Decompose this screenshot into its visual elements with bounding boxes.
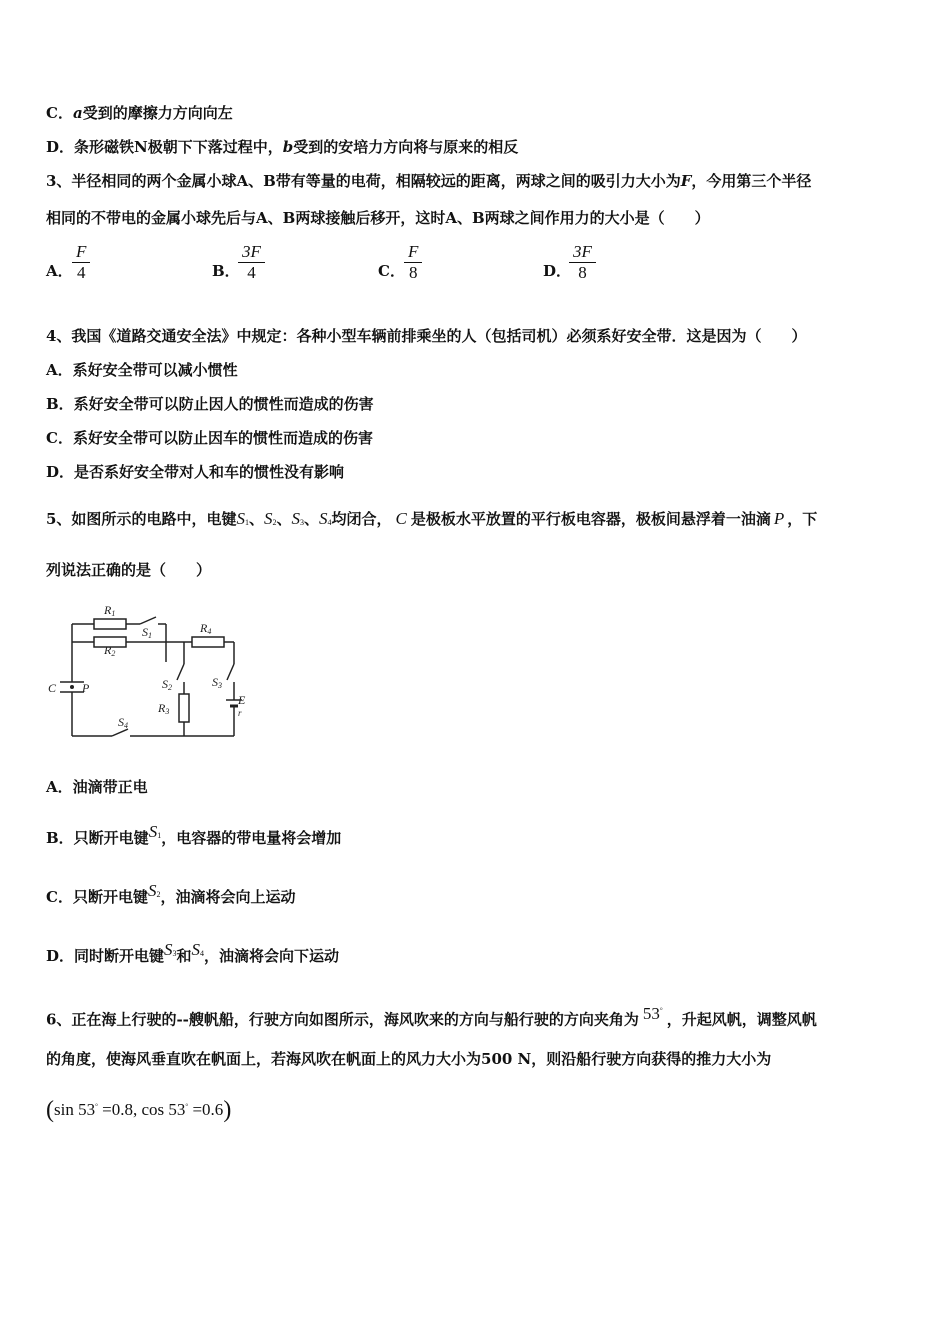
q4-option-c: C．系好安全带可以防止因车的惯性而造成的伤害 — [46, 429, 373, 447]
svg-text:S3: S3 — [212, 675, 222, 690]
question-3-line2: 相同的不带电的金属小球先后与A、B两球接触后移开，这时A、B两球之间作用力的大小是（ ） — [46, 209, 710, 227]
separator: 、 — [303, 510, 319, 528]
text: 5、如图所示的电路中，电键 — [46, 510, 237, 528]
denominator: 8 — [408, 263, 418, 282]
denominator: 8 — [578, 263, 587, 282]
q4-option-b: B．系好安全带可以防止因人的惯性而造成的伤害 — [46, 395, 374, 413]
svg-text:R4: R4 — [200, 621, 212, 636]
switch-s2: S2 — [147, 881, 161, 900]
svg-text:E: E — [238, 693, 246, 707]
text: 是极板水平放置的平行板电容器，极板间悬浮着一油滴 — [410, 510, 771, 528]
switch-s3: S3 — [164, 940, 177, 959]
q5-option-b — [46, 822, 910, 848]
text: 3、半径相同的两个金属小球A、B带有等量的电荷，相隔较远的距离，两球之间的吸引力大小为 — [46, 172, 681, 190]
option-d-q2 — [46, 137, 910, 157]
text: D．同时断开电键 — [46, 947, 165, 965]
option-label: D． — [543, 262, 572, 280]
fraction — [72, 242, 90, 283]
svg-text:P: P — [82, 681, 90, 695]
svg-text:S4: S4 — [118, 715, 128, 730]
right-paren: ) — [223, 1097, 232, 1123]
var-f: F — [680, 172, 692, 190]
q5-option-a: A．油滴带正电 — [46, 778, 148, 796]
q4-option-d: D．是否系好安全带对人和车的惯性没有影响 — [46, 463, 345, 481]
text: ，电容器的带电量将会增加 — [161, 829, 342, 847]
switch-s1: S1 — [236, 509, 249, 528]
left-paren: ( — [46, 1097, 54, 1123]
capacitor-c: C — [395, 509, 407, 528]
svg-text:r: r — [238, 708, 242, 718]
angle-53: 53° — [642, 1003, 663, 1023]
text: ，油滴将会向上运动 — [160, 888, 296, 906]
question-6-line2: 的角度，使海风垂直吹在帆面上，若海风吹在帆面上的风力大小为500 N，则沿船行驶方向获得的推力大小为 — [46, 1050, 772, 1068]
question-3-line1 — [46, 171, 910, 191]
text: 6、正在海上行驶的--艘帆船，行驶方向如图所示，海风吹来的方向与船行驶的方向夹角为 — [46, 1010, 639, 1029]
fraction — [238, 242, 265, 283]
separator: 、 — [248, 510, 264, 528]
switch-s4: S4 — [319, 509, 332, 528]
text: C． — [46, 104, 73, 122]
text: ，今用第三个半径 — [691, 172, 812, 190]
droplet-p: P — [773, 509, 785, 528]
circuit-diagram — [44, 600, 254, 745]
svg-text:C: C — [48, 681, 57, 695]
option-label: A． — [46, 262, 73, 280]
text: 和 — [176, 947, 192, 965]
svg-text:R3: R3 — [158, 701, 170, 716]
svg-text:S2: S2 — [162, 677, 172, 692]
q5-option-c — [46, 881, 910, 907]
fraction — [404, 242, 422, 283]
switch-s3: S3 — [291, 509, 304, 528]
numerator: F — [72, 242, 90, 263]
degree-sign: ° — [185, 1102, 189, 1111]
value: =0.6 — [192, 1100, 224, 1119]
question-5-line2: 列说法正确的是（ ） — [46, 561, 212, 579]
cos-term: =0.8, cos 53 — [102, 1100, 186, 1119]
svg-text:R1: R1 — [104, 603, 116, 618]
numerator: F — [404, 242, 422, 263]
var-b: b — [282, 138, 294, 156]
switch-s4: S4 — [191, 940, 205, 959]
var-a: a — [72, 104, 83, 122]
switch-s1: S1 — [148, 822, 162, 841]
option-label: B． — [212, 262, 240, 280]
text: ，油滴将会向下运动 — [204, 947, 340, 965]
question-5-line1 — [46, 509, 910, 533]
text: ，升起风帆，调整风帆 — [666, 1010, 817, 1029]
trig-formula — [46, 1097, 231, 1124]
sin-term: sin 53 — [54, 1100, 96, 1119]
text: ，下 — [787, 510, 818, 528]
option-label: C． — [378, 262, 405, 280]
denominator: 4 — [76, 263, 86, 282]
question-4: 4、我国《道路交通安全法》中规定：各种小型车辆前排乘坐的人（包括司机）必须系好安全带．这是因为（ ） — [46, 327, 807, 345]
question-6-line1 — [46, 1000, 910, 1030]
text: B．只断开电键 — [46, 829, 149, 847]
text: D．条形磁铁N极朝下下落过程中， — [46, 138, 283, 156]
text: 均闭合， — [331, 510, 392, 528]
degree-sign: ° — [95, 1102, 98, 1111]
text: C．只断开电键 — [46, 888, 148, 906]
text: 受到的摩擦力方向向左 — [82, 104, 233, 122]
q4-option-a: A．系好安全带可以减小惯性 — [46, 361, 238, 379]
denominator: 4 — [247, 263, 256, 282]
fraction — [569, 242, 596, 283]
separator: 、 — [276, 510, 292, 528]
text: 受到的安培力方向将与原来的相反 — [293, 138, 519, 156]
option-c-q2 — [46, 103, 910, 123]
q5-option-d — [46, 940, 910, 966]
numerator: 3F — [569, 242, 596, 263]
switch-s2: S2 — [263, 509, 277, 528]
svg-text:S1: S1 — [142, 625, 152, 640]
numerator: 3F — [238, 242, 265, 263]
svg-text:R2: R2 — [104, 643, 116, 658]
